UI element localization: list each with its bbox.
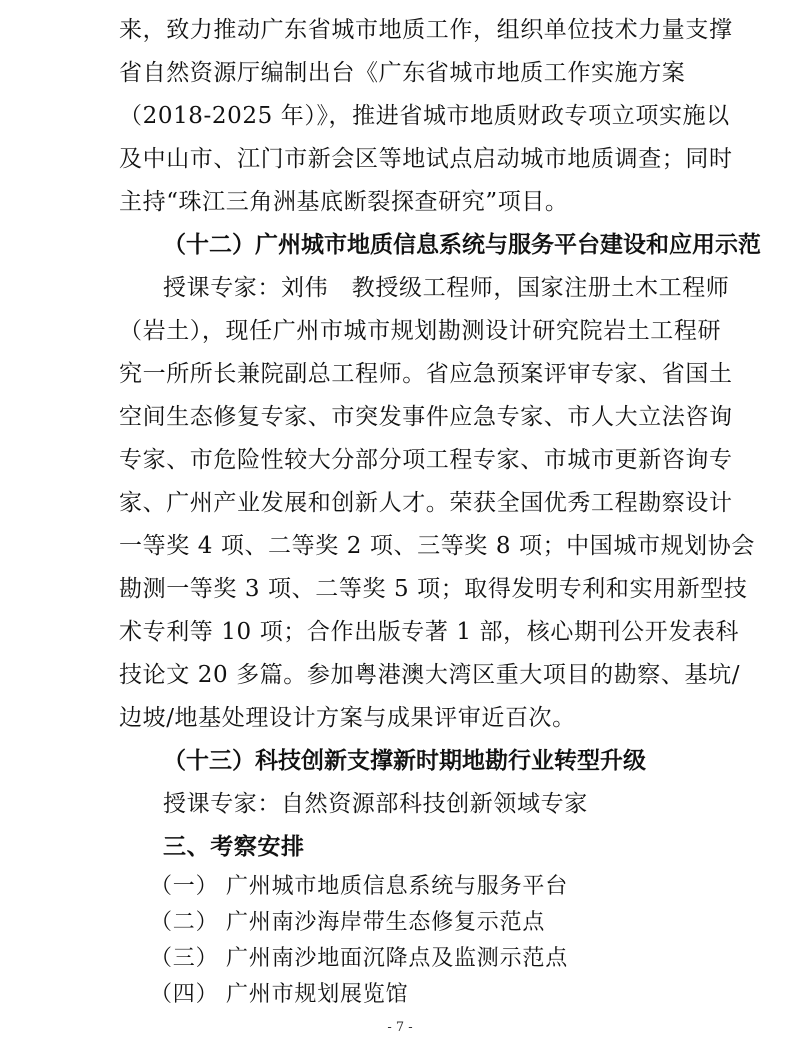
text-line: 省自然资源厅编制出台《广东省城市地质工作实施方案 xyxy=(119,60,686,86)
list-item-number: （四） xyxy=(150,982,219,1007)
text-line: 术专利等 10 项；合作出版专著 1 部，核心期刊公开发表科 xyxy=(119,619,740,645)
list-item-number: （二） xyxy=(150,910,219,935)
section-heading: 三、考察安排 xyxy=(163,833,305,860)
text-line: （2018-2025 年）》，推进省城市地质财政专项立项实施以 xyxy=(119,103,730,129)
list-item-number: （三） xyxy=(150,946,219,971)
section-heading: （十二）广州城市地质信息系统与服务平台建设和应用示范 xyxy=(163,231,761,258)
text-line: 边坡/地基处理设计方案与成果评审近百次。 xyxy=(119,705,576,731)
list-item-text: 广州南沙地面沉降点及监测示范点 xyxy=(226,946,569,971)
text-line: 空间生态修复专家、市突发事件应急专家、市人大立法咨询 xyxy=(119,404,733,430)
text-line: 勘测一等奖 3 项、二等奖 5 项；取得发明专利和实用新型技 xyxy=(119,576,748,602)
list-item-text: 广州城市地质信息系统与服务平台 xyxy=(226,874,569,899)
list-item-text: 广州南沙海岸带生态修复示范点 xyxy=(226,910,546,935)
text-line: 家、广州产业发展和创新人才。荣获全国优秀工程勘察设计 xyxy=(119,490,733,516)
text-line: 及中山市、江门市新会区等地试点启动城市地质调查；同时 xyxy=(119,146,733,172)
text-line: 来，致力推动广东省城市地质工作，组织单位技术力量支撑 xyxy=(119,17,733,43)
text-line: 一等奖 4 项、二等奖 2 项、三等奖 8 项；中国城市规划协会 xyxy=(119,533,755,559)
section-heading: （十三）科技创新支撑新时期地勘行业转型升级 xyxy=(163,747,646,774)
text-line: 技论文 20 多篇。参加粤港澳大湾区重大项目的勘察、基坑/ xyxy=(119,662,741,688)
page-number: - 7 - xyxy=(387,1020,413,1035)
list-item-number: （一） xyxy=(150,874,219,899)
text-line: 主持“珠江三角洲基底断裂探查研究”项目。 xyxy=(119,189,569,215)
list-item-text: 广州市规划展览馆 xyxy=(226,982,409,1007)
text-line: （岩土），现任广州市城市规划勘测设计研究院岩土工程研 xyxy=(119,318,722,344)
expert-line: 授课专家：自然资源部科技创新领域专家 xyxy=(163,791,588,817)
text-line: 专家、市危险性较大分部分项工程专家、市城市更新咨询专 xyxy=(119,447,733,473)
text-line: 究一所所长兼院副总工程师。省应急预案评审专家、省国土 xyxy=(119,361,733,387)
expert-line: 授课专家：刘伟 教授级工程师，国家注册土木工程师 xyxy=(163,275,730,301)
